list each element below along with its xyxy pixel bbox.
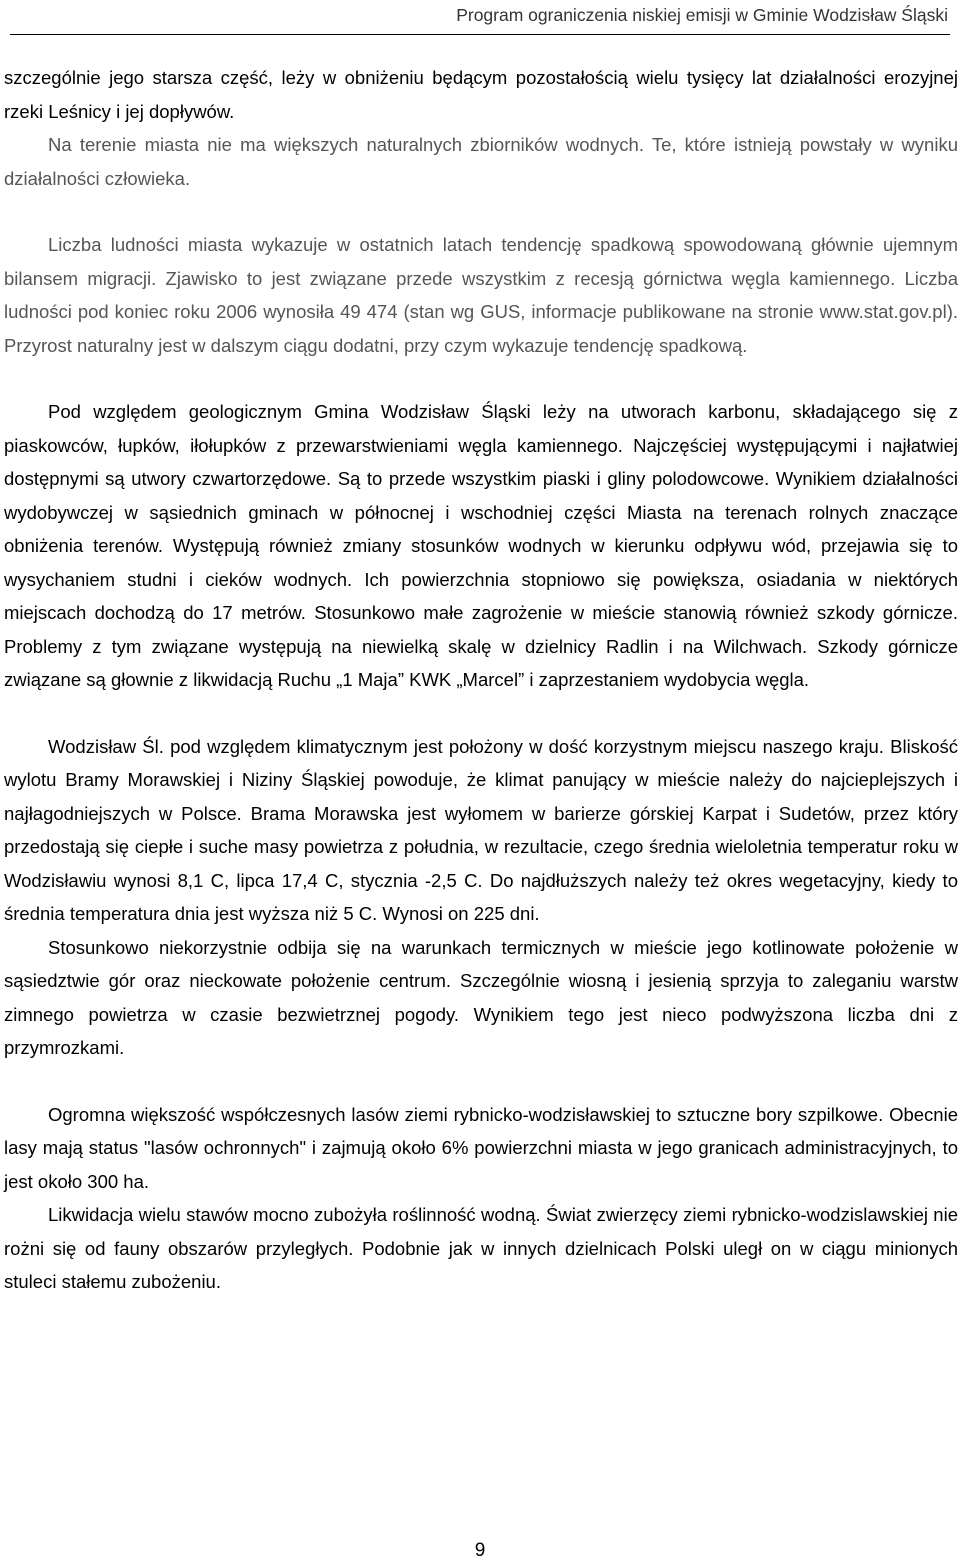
header-title: Program ograniczenia niskiej emisji w Gminie Wodzisław Śląski bbox=[456, 5, 948, 25]
header-divider bbox=[10, 34, 950, 35]
paragraph-erosion: szczególnie jego starsza część, leży w obniżeniu będącym pozostałością wielu tysięcy lat działalności erozyjnej rzeki Leśnicy i jej dopływów. bbox=[4, 67, 958, 122]
paragraph-water-bodies: Na terenie miasta nie ma większych naturalnych zbiorników wodnych. Te, które istnieją powstały w wyniku działalności człowieka. bbox=[4, 134, 958, 189]
page-header bbox=[0, 0, 960, 44]
paragraph-climate: Wodzisław Śl. pod względem klimatycznym jest położony w dość korzystnym miejscu naszego kraju. Bliskość wylotu Bramy Morawskiej i Niziny Śląskiej powoduje, że klimat panujący w mieście należy do najcieplejszych i najłagodniejszych w Polsce. Brama Morawska jest wyłomem w barierze górskiej Karpat i Sudetów, przez który przedostają się ciepłe i suche masy powietrza z południa, w rezultacie, czego średnia wieloletnia temperatur roku w Wodzisławiu wynosi 8,1 C, lipca 17,4 C, stycznia -2,5 C. Do najdłuższych należy też okres wegetacyjny, kiedy to średnia temperatura dnia jest wyższa niż 5 C. Wynosi on 225 dni. bbox=[4, 735, 958, 924]
paragraph-forests: Ogromna większość współczesnych lasów ziemi rybnicko-wodzisławskiej to sztuczne bory szpilkowe. Obecnie lasy mają status "lasów ochronnych" i zajmują około 6% powierzchni miasta w jego granicach administracyjnych, to jest około 300 ha. bbox=[4, 1103, 958, 1192]
page-number: 9 bbox=[474, 1540, 486, 1561]
paragraph-geology: Pod względem geologicznym Gmina Wodzisław Śląski leży na utworach karbonu, składającego się z piaskowców, łupków, iłołupków z przewarstwieniami węgla kamiennego. Najczęściej występującymi i najłatwiej dostępnymi są utwory czwartorzędowe. Są to przede wszystkim piaski i gliny polodowcowe. Wynikiem działalności wydobywczej w sąsiednich gminach w północnej i wschodniej części Miasta na terenach rolnych znaczące obniżenia terenów. Występują również zmiany stosunków wodnych w kierunku odpływu wód, przejawia się to wysychaniem studni i cieków wodnych. Ich powierzchnia stopniowo się powiększa, osiadania w niektórych miejscach dochodzą do 17 metrów. Stosunkowo małe zagrożenie w mieście stanowią również szkody górnicze. Problemy z tym związane występują na niewielką skalę w dzielnicy Radlin i na Wilchwach. Szkody górnicze związane są głownie z likwidacją Ruchu „1 Maja” KWK „Marcel” i zaprzestaniem wydobycia węgla. bbox=[4, 401, 958, 690]
document-body bbox=[4, 61, 958, 1299]
paragraph-population: Liczba ludności miasta wykazuje w ostatnich latach tendencję spadkową spowodowaną głównie ujemnym bilansem migracji. Zjawisko to jest związane przede wszystkim z recesją górnictwa węgla kamiennego. Liczba ludności pod koniec roku 2006 wynosiła 49 474 (stan wg GUS, informacje publikowane na stronie www.stat.gov.pl). Przyrost naturalny jest w dalszym ciągu dodatni, przy czym wykazuje tendencję spadkową. bbox=[4, 234, 958, 356]
paragraph-thermal-conditions: Stosunkowo niekorzystnie odbija się na warunkach termicznych w mieście jego kotlinowate położenie w sąsiedztwie gór oraz nieckowate położenie centrum. Szczególnie wiosną i jesienią sprzyja to zaleganiu warstw zimnego powietrza w czasie bezwietrznej pogody. Wynikiem tego jest nieco podwyższona liczba dni z przymrozkami. bbox=[4, 936, 958, 1058]
paragraph-fauna: Likwidacja wielu stawów mocno zubożyła roślinność wodną. Świat zwierzęcy ziemi rybnicko-wodzislawskiej nie rożni się od fauny obszarów przyległych. Podobnie jak w innych dzielnicach Polski uległ on w ciągu minionych stuleci stałemu zubożeniu. bbox=[4, 1204, 958, 1292]
